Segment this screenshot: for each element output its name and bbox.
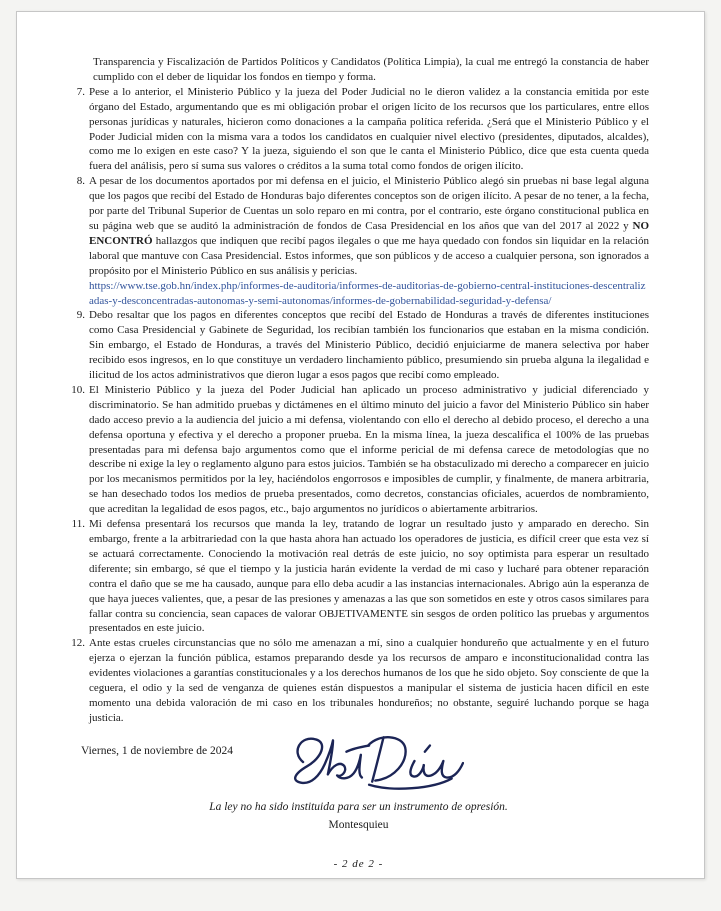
item-text	[89, 85, 649, 174]
item-text	[89, 517, 649, 636]
page-number: - 2 de 2 -	[333, 857, 384, 870]
item-text	[89, 383, 649, 517]
item-number: 10.	[71, 383, 85, 396]
text-segment: Debo resaltar que los pagos en diferentes conceptos que recibí del Estado de Honduras a través de diferentes instituciones como Casa Presidencial y Gabinete de Seguridad, los recibían también los funcionarios que estaban en la misma condición. Sin embargo, el Estado de Honduras, a través del Ministerio Público, decidió enjuiciarme de manera selectiva por haber recibido esos ingresos, en lo que constituye un verdadero linchamiento público, presumiendo sin prueba alguna la ilegalidad e ilicitud de los actos administrativos que dieron lugar a esos pagos que recibí como empleado.	[89, 309, 649, 382]
item-number: 9.	[76, 309, 85, 322]
bold-text: NO ENCONTRÓ	[89, 219, 649, 247]
document-page	[16, 11, 705, 879]
quote-text: La ley no ha sido instituida para ser un instrumento de opresión.	[209, 800, 508, 813]
date-line: Viernes, 1 de noviembre de 2024	[81, 744, 233, 757]
item-number: 7.	[76, 85, 85, 98]
text-segment: hallazgos que indiquen que recibí pagos ilegales o que me haya quedado con fondos sin liquidar en la relación laboral que mantuve con Casa Presidencial. Estos informes, que son públicos y de acceso a cualquier persona, son ignorados a propósito por el Ministerio Público en sus análisis y pericias.	[89, 234, 649, 277]
list-item	[68, 517, 649, 636]
text-segment: Pese a lo anterior, el Ministerio Público y la jueza del Poder Judicial no le dieron validez a la constancia emitida por este órgano del Estado, argumentando que es mi obligación probar el origen lícito de los recursos que los particulares, entre ellos personas jurídicas y naturales, hicieron como donaciones a la campaña política referida. ¿Será que el Ministerio Público y el Poder Judicial miden con la misma vara a todos los candidatos en cualquier nivel electivo (presidentes, diputados, alcaldes), como me lo exigen en este caso? Y la jueza, siguiendo el son que le canta el Ministerio Público, dice que esta cuenta queda fuera del análisis, pero sí suma sus valores o créditos a la suma total como fondos de origen ilícito.	[89, 85, 649, 173]
list-item	[68, 636, 649, 725]
text-segment: Ante estas crueles circunstancias que no sólo me amenazan a mí, sino a cualquier hondureño que actualmente y en el futuro ejerza o ejerzan la función pública, estamos preparando desde ya los recursos de amparo e inconstitucionalidad contra las evidentes violaciones a garantías constitucionales y a los derechos humanos de los que he sido objeto. Soy consciente de que la ceguera, el odio y la sed de venganza de quienes están dispuestos a manipular el sistema de justicia hacen difícil en este momento una debida valoración de mi caso en los tribunales hondureños; no obstante, seguiré luchando porque se haga justicia.	[89, 637, 649, 724]
item-text	[89, 308, 649, 383]
text-segment: El Ministerio Público y la jueza del Poder Judicial han aplicado un proceso administrativo y judicial diferenciado y discriminatorio. Se han admitido pruebas y dictámenes en el último minuto del juicio a favor del Ministerio Público sin haber dado acceso previo a la audiencia del juicio a mi defensa, violentando con ello el derecho al debido proceso, el derecho a una defensa oportuna y efectiva y el derecho a proponer prueba. En la misma línea, la jueza descalifica el 100% de las pruebas presentadas para mi defensa bajo argumentos como que el informe pericial de mi defensa carece de metodologías que no describe ni exige la ley o reglamento alguno para estos juicios. También se ha obstaculizado mi derecho a comparecer en juicio por los mecanismos permitidos por la ley, haciéndolos engorrosos e imposibles de cumplir, y finalmente, de manera arbitraria, se han desechado todos los medios de prueba presentados, como decretos, constancias oficiales, acuerdos de nombramiento, que acreditan la legalidad de esos pagos, etc., bajo argumentos no jurídicos o abiertamente arbitrarios.	[89, 383, 649, 516]
list-item	[68, 174, 649, 308]
quote-author: Montesquieu	[328, 818, 389, 831]
handwritten-signature-ebal-diaz	[268, 726, 464, 796]
list-item	[68, 308, 649, 383]
item-text	[89, 636, 649, 725]
signature-row	[68, 732, 649, 796]
list-item	[68, 383, 649, 517]
text-segment: Mi defensa presentará los recursos que manda la ley, tratando de lograr un resultado justo y amparado en derecho. Sin embargo, frente a la arbitrariedad con la que hasta ahora han actuado los operadores de justicia, es difícil creer que esta vez sí se actuará correctamente. Conociendo la motivación real detrás de este juicio, no soy optimista para esperar un resultado diferente; sin embargo, sé que el tiempo y la justicia harán evidente la verdad de mi caso y lucharé para obtener reparación contra el daño que se me ha causado, aunque para ello deba acudir a las instancias internacionales. Abrigo aún la esperanza de que haya jueces valientes, que, a pesar de las presiones y amenazas a las que son sometidos en este y otros casos similares para fallar contra su conciencia, sean capaces de valorar OBJETIVAMENTE sin sesgos de orden político las pruebas y argumentos presentados en este juicio.	[89, 518, 649, 635]
text-segment: A pesar de los documentos aportados por mi defensa en el juicio, el Ministerio Público alegó sin pruebas ni base legal alguna que los pagos que recibí del Estado de Honduras bajo diferentes conceptos son de origen ilícito. A pesar de no tener, a la fecha, por parte del Tribunal Superior de Cuentas un solo reparo en mi contra, por el contrario, este órgano constitucional publica en su página web que se auditó la administración de fondos de Casa Presidencial en los años que van del 2017 al 2022 y	[89, 175, 649, 232]
list-item	[68, 85, 649, 174]
item-text	[89, 174, 649, 308]
continuation-paragraph: Transparencia y Fiscalización de Partidos Políticos y Candidatos (Política Limpia), la cual me entregó la constancia de haber cumplido con el deber de liquidar los fondos en tiempo y forma.	[93, 56, 649, 83]
item-number: 11.	[71, 518, 85, 531]
document-canvas	[0, 11, 721, 911]
item-number: 8.	[76, 175, 85, 188]
tse-audit-link[interactable]: https://www.tse.gob.hn/index.php/informes-de-auditoria/informes-de-auditorias-de-gobierno-central-instituciones-descentralizadas-y-desconcentradas-autonomas-y-semi-autonomas/informes-de-gobernabilidad-seguridad-y-defensa/	[89, 279, 646, 307]
numbered-list	[68, 85, 649, 726]
item-number: 12.	[71, 637, 85, 650]
